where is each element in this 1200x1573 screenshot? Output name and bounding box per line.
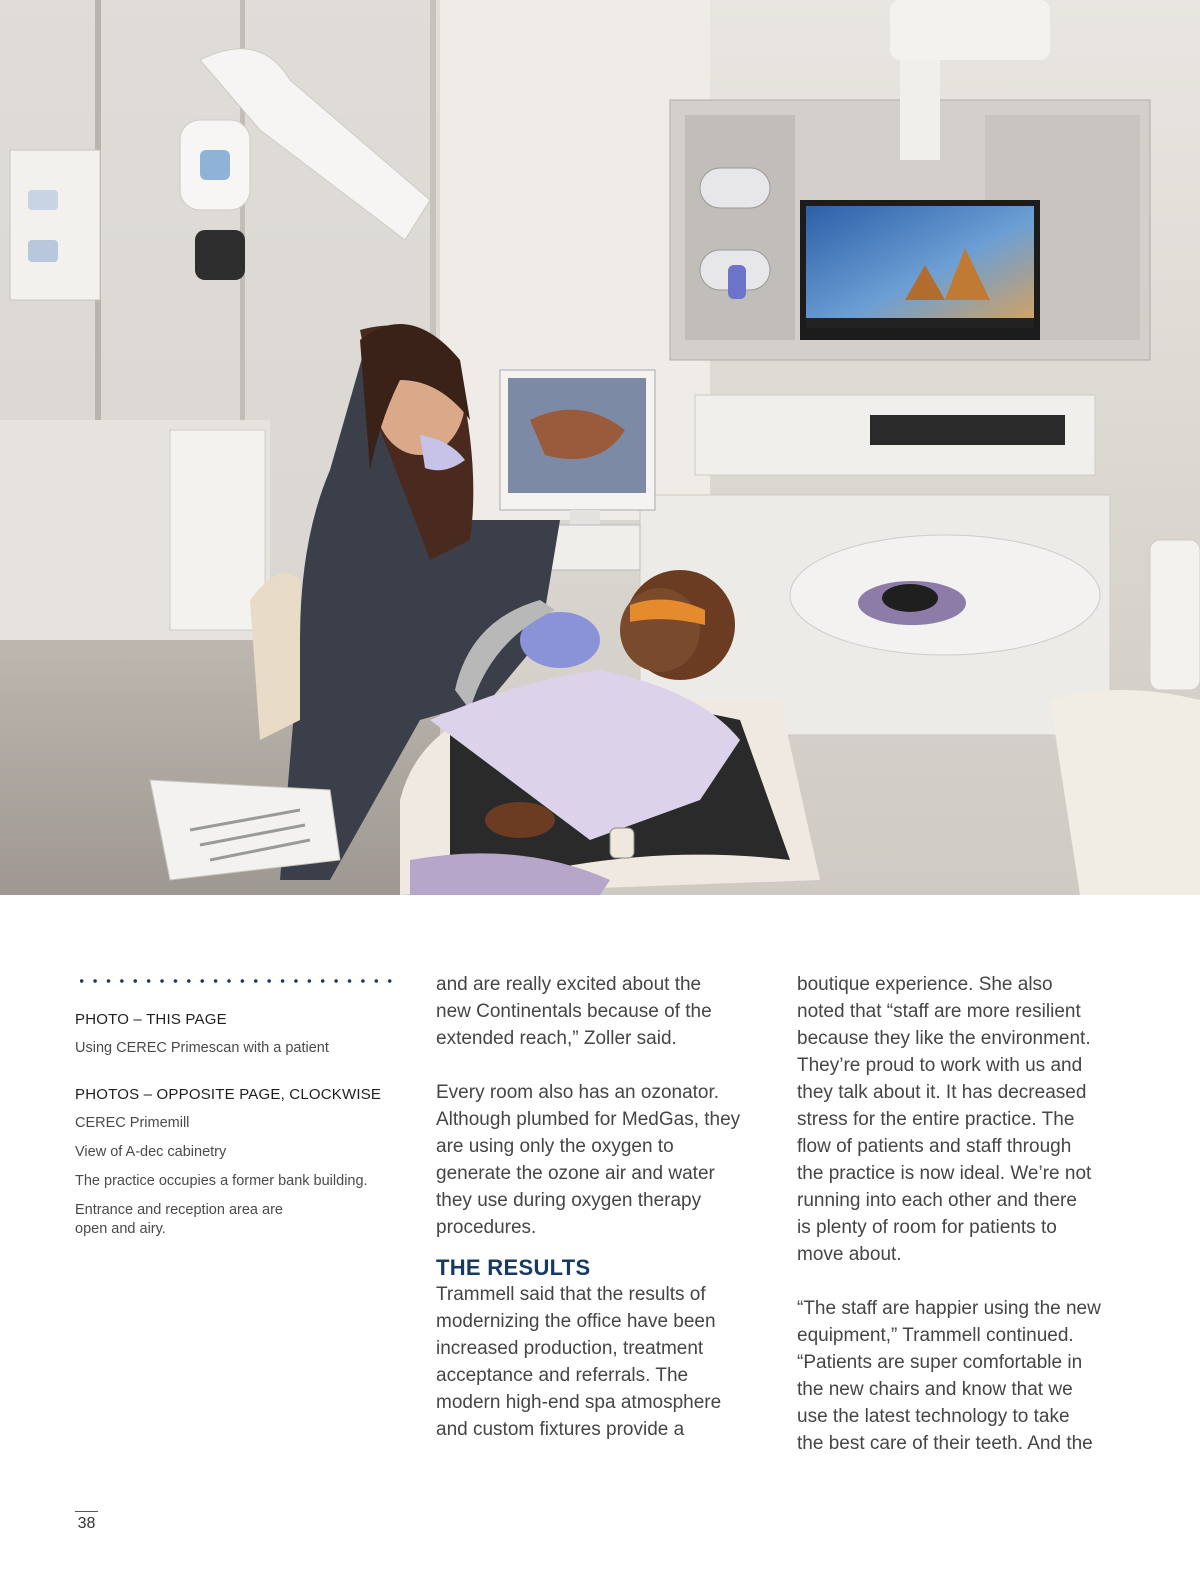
dotted-divider (75, 977, 400, 985)
caption-line: Entrance and reception area are (75, 1202, 283, 1218)
body-line: use the latest technology to take (797, 1406, 1070, 1427)
body-line: the practice is now ideal. We’re not (797, 1163, 1092, 1184)
body-line: they use during oxygen therapy (436, 1190, 702, 1211)
body-line: They’re proud to work with us and (797, 1055, 1083, 1076)
caption-line: CEREC Primemill (75, 1115, 190, 1131)
section-heading-results: THE RESULTS (436, 1255, 591, 1280)
body-line: Trammell said that the results of (436, 1284, 706, 1305)
caption-line: open and airy. (75, 1221, 166, 1237)
body-line: modernizing the office have been (436, 1311, 716, 1332)
caption-heading-opposite-page: PHOTOS – OPPOSITE PAGE, CLOCKWISE (75, 1086, 382, 1103)
photo-captions (75, 1010, 415, 1249)
body-line: flow of patients and staff through (797, 1136, 1072, 1157)
body-line: boutique experience. She also (797, 974, 1053, 995)
body-line: because they like the environment. (797, 1028, 1091, 1049)
body-line: and custom fixtures provide a (436, 1419, 685, 1440)
body-line: is plenty of room for patients to (797, 1217, 1057, 1238)
body-line: new Continentals because of the (436, 1001, 712, 1022)
body-line: the new chairs and know that we (797, 1379, 1073, 1400)
body-line: modern high-end spa atmosphere (436, 1392, 722, 1413)
body-line: procedures. (436, 1217, 537, 1238)
body-line: “The staff are happier using the new (797, 1298, 1101, 1319)
caption-line: Using CEREC Primescan with a patient (75, 1040, 329, 1056)
body-line: equipment,” Trammell continued. (797, 1325, 1074, 1346)
body-line: extended reach,” Zoller said. (436, 1028, 677, 1049)
caption-line: View of A-dec cabinetry (75, 1144, 227, 1160)
body-line: and are really excited about the (436, 974, 702, 995)
caption-line: The practice occupies a former bank building. (75, 1173, 368, 1189)
body-line: Although plumbed for MedGas, they (436, 1109, 741, 1130)
body-line: are using only the oxygen to (436, 1136, 674, 1157)
body-line: Every room also has an ozonator. (436, 1082, 720, 1103)
body-line: noted that “staff are more resilient (797, 1001, 1081, 1022)
body-column-2 (436, 971, 776, 1443)
body-line: move about. (797, 1244, 902, 1265)
body-line: “Patients are super comfortable in (797, 1352, 1083, 1373)
body-line: the best care of their teeth. And the (797, 1433, 1093, 1454)
body-line: stress for the entire practice. The (797, 1109, 1075, 1130)
page-number: 38 (75, 1511, 98, 1533)
caption-heading-this-page: PHOTO – THIS PAGE (75, 1011, 227, 1028)
body-line: running into each other and there (797, 1190, 1077, 1211)
body-line: acceptance and referrals. The (436, 1365, 689, 1386)
body-line: they talk about it. It has decreased (797, 1082, 1087, 1103)
body-line: increased production, treatment (436, 1338, 704, 1359)
body-column-3 (797, 971, 1137, 1457)
body-line: generate the ozone air and water (436, 1163, 715, 1184)
